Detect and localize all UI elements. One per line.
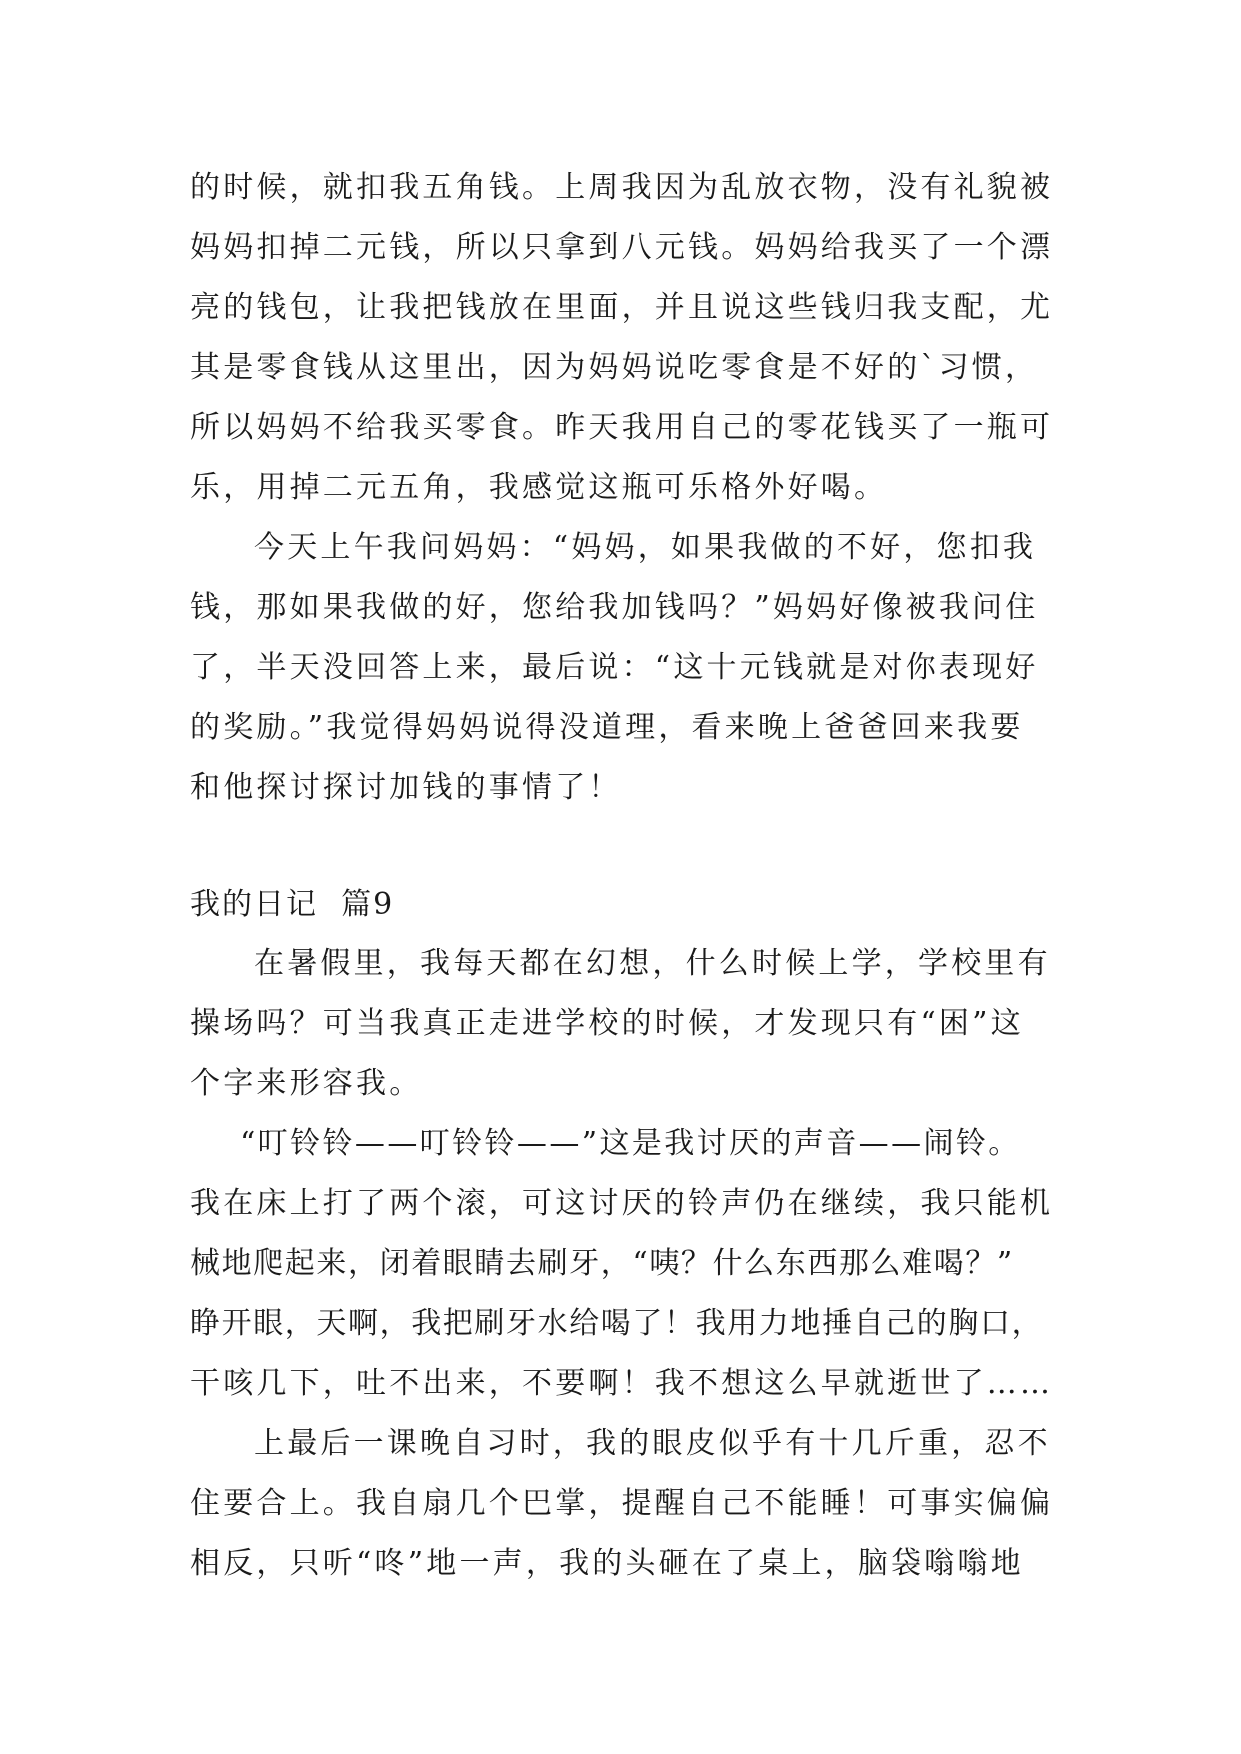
section-heading: 我的日记 篇9 (190, 887, 395, 922)
text-line: 妈妈扣掉二元钱，所以只拿到八元钱。妈妈给我买了一个漂 (190, 230, 1054, 265)
paragraph-ask-mom (190, 518, 1052, 818)
text-line: 个字来形容我。 (190, 1066, 423, 1101)
text-line: 住要合上。我自扇几个巴掌，提醒自己不能睡！可事实偏偏 (190, 1486, 1054, 1521)
text-line: 上最后一课晚自习时，我的眼皮似乎有十几斤重，忍不 (254, 1426, 1051, 1461)
paragraph-alarm (190, 1114, 1052, 1414)
text-line: 所以妈妈不给我买零食。昨天我用自己的零花钱买了一瓶可 (190, 410, 1054, 445)
text-line: 亮的钱包，让我把钱放在里面，并且说这些钱归我支配，尤 (190, 290, 1054, 325)
text-line: 相反，只听“咚”地一声，我的头砸在了桌上，脑袋嗡嗡地 (190, 1546, 1024, 1581)
text-line: 和他探讨探讨加钱的事情了！ (190, 770, 622, 805)
text-line: 操场吗？可当我真正走进学校的时候，才发现只有“困”这 (190, 1006, 1024, 1041)
text-line: 我在床上打了两个滚，可这讨厌的铃声仍在继续，我只能机 (190, 1186, 1054, 1221)
document-body (190, 158, 1052, 1594)
text-line: 在暑假里，我每天都在幻想，什么时候上学，学校里有 (254, 946, 1051, 981)
paragraph-evening-study (190, 1414, 1052, 1594)
text-line: 乐，用掉二元五角，我感觉这瓶可乐格外好喝。 (190, 470, 888, 505)
text-line: 械地爬起来，闭着眼睛去刷牙，“咦？什么东西那么难喝？” (190, 1246, 1014, 1281)
text-line: 今天上午我问妈妈：“妈妈，如果我做的不好，您扣我 (254, 530, 1037, 565)
text-line: 了，半天没回答上来，最后说：“这十元钱就是对你表现好 (190, 650, 1039, 685)
text-line: 的时候，就扣我五角钱。上周我因为乱放衣物，没有礼貌被 (190, 170, 1054, 205)
text-line: 干咳几下，吐不出来，不要啊！我不想这么早就逝世了…… (190, 1366, 1054, 1401)
paragraph-summer (190, 934, 1052, 1114)
section-spacer (190, 818, 1052, 876)
text-line: 其是零食钱从这里出，因为妈妈说吃零食是不好的`习惯， (190, 350, 1039, 385)
text-line: 钱，那如果我做的好，您给我加钱吗？”妈妈好像被我问住 (190, 590, 1039, 625)
text-line: “叮铃铃——叮铃铃——”这是我讨厌的声音——闹铃。 (240, 1126, 1021, 1161)
text-line: 的奖励。”我觉得妈妈说得没道理，看来晚上爸爸回来我要 (190, 710, 1024, 745)
text-line: 睁开眼，天啊，我把刷牙水给喝了！我用力地捶自己的胸口， (190, 1306, 1044, 1341)
paragraph-continued (190, 158, 1052, 518)
